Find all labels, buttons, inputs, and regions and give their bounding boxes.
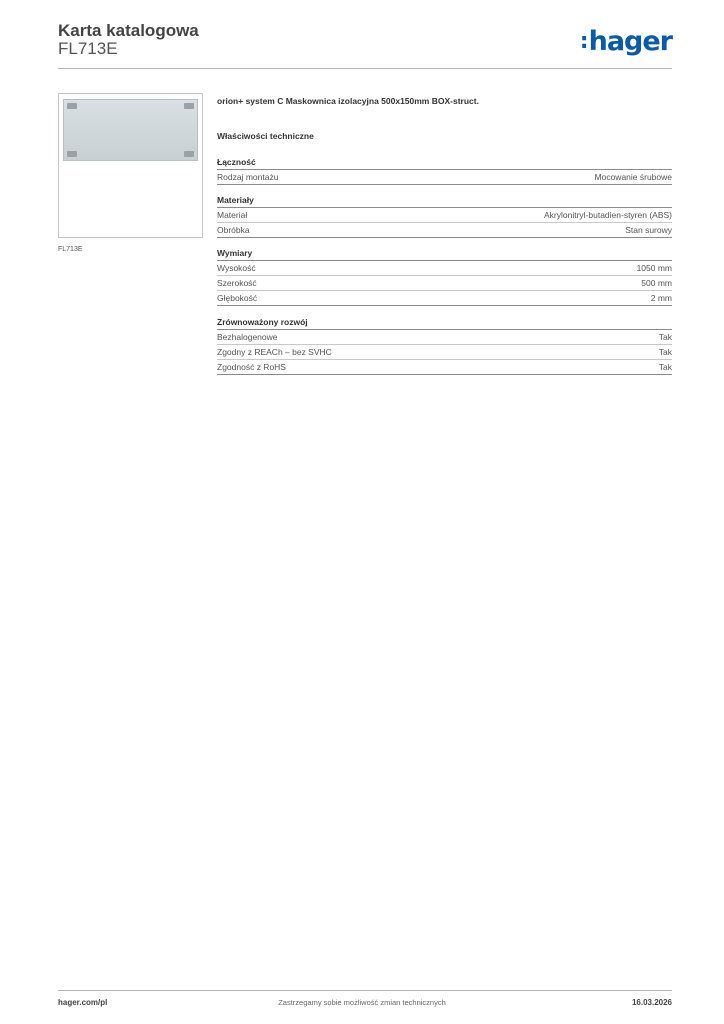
- spec-label: Głębokość: [217, 293, 258, 303]
- spec-row: [217, 208, 672, 223]
- spec-value: Tak: [658, 362, 672, 372]
- spec-section-materials: [217, 195, 672, 238]
- spec-row: [217, 330, 672, 345]
- footer-website: hager.com/pl: [58, 998, 108, 1007]
- spec-label: Obróbka: [217, 225, 250, 235]
- product-code: FL713E: [58, 39, 118, 58]
- spec-section-connectivity: [217, 157, 672, 185]
- spec-label: Zgodność z RoHS: [217, 362, 286, 372]
- spec-row: [217, 291, 672, 306]
- spec-label: Bezhalogenowe: [217, 332, 278, 342]
- spec-row: [217, 261, 672, 276]
- screw-icon: [184, 151, 194, 157]
- spec-row: [217, 170, 672, 185]
- spec-section-dimensions: [217, 248, 672, 306]
- footer-disclaimer: Zastrzegamy sobie możliwość zmian technicznych: [278, 998, 446, 1007]
- spec-section-title: Wymiary: [217, 248, 672, 261]
- logo-text: hager: [588, 26, 672, 57]
- spec-label: Rodzaj montażu: [217, 172, 279, 182]
- screw-icon: [67, 151, 77, 157]
- hager-logo: [580, 26, 672, 57]
- spec-value: 2 mm: [650, 293, 672, 303]
- page-title: Karta katalogowa: [58, 21, 199, 40]
- footer-date: 16.03.2026: [631, 998, 672, 1007]
- spec-value: Stan surowy: [625, 225, 672, 235]
- spec-value: 500 mm: [641, 278, 672, 288]
- tech-properties-title: Właściwości techniczne: [217, 131, 314, 141]
- spec-section-sustainability: [217, 317, 672, 375]
- spec-value: Mocowanie śrubowe: [594, 172, 672, 182]
- logo-prefix: :: [579, 29, 588, 54]
- spec-section-title: Materiały: [217, 195, 672, 208]
- spec-value: Akrylonitryl-butadien-styren (ABS): [543, 210, 672, 220]
- spec-row: [217, 276, 672, 291]
- spec-label: Szerokość: [217, 278, 257, 288]
- screw-icon: [67, 103, 77, 109]
- screw-icon: [184, 103, 194, 109]
- spec-row: [217, 360, 672, 375]
- spec-section-title: Zrównoważony rozwój: [217, 317, 672, 330]
- footer-divider: [58, 990, 672, 991]
- cover-panel-picture: [63, 99, 198, 161]
- spec-section-title: Łączność: [217, 157, 672, 170]
- spec-row: [217, 223, 672, 238]
- spec-value: Tak: [658, 332, 672, 342]
- spec-value: Tak: [658, 347, 672, 357]
- header-divider: [58, 68, 672, 69]
- product-title: orion+ system C Maskownica izolacyjna 500x150mm BOX-struct.: [217, 96, 479, 106]
- spec-label: Wysokość: [217, 263, 256, 273]
- spec-label: Zgodny z REACh – bez SVHC: [217, 347, 332, 357]
- spec-row: [217, 345, 672, 360]
- image-caption: FL713E: [58, 246, 83, 253]
- product-image: [58, 93, 203, 238]
- spec-label: Materiał: [217, 210, 248, 220]
- spec-value: 1050 mm: [636, 263, 672, 273]
